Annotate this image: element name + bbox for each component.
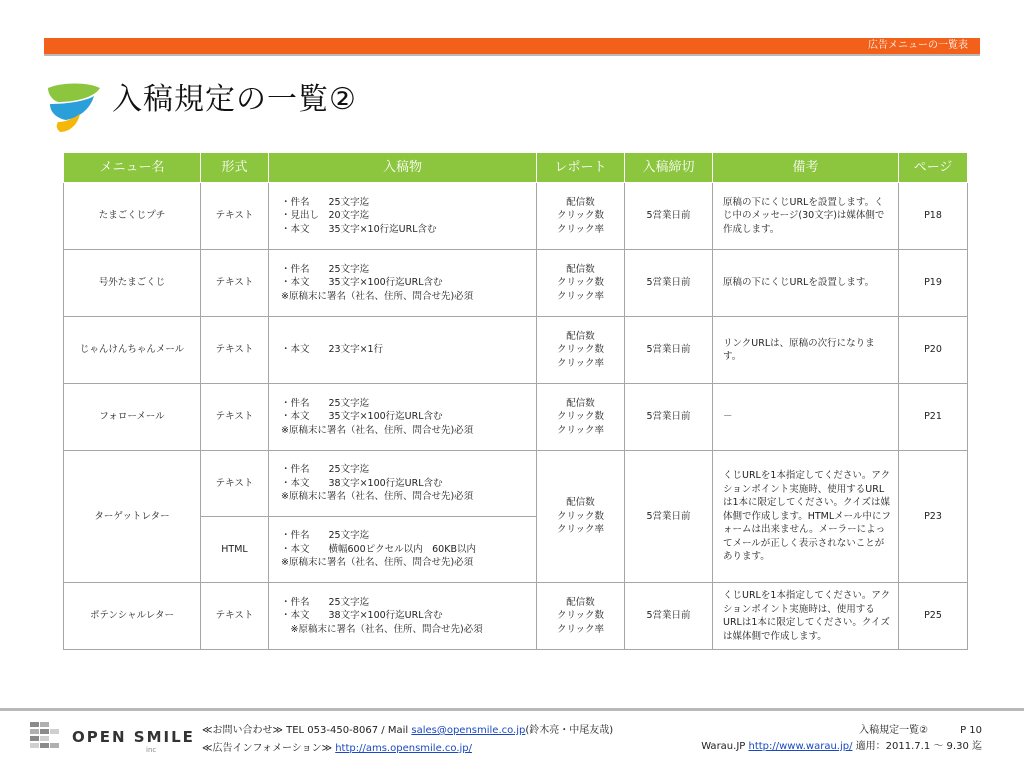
validity-period: 適用：2011.7.1 ～ 9.30 迄 (852, 741, 982, 752)
items-cell: ・件名 25文字迄 ・本文 横幅600ピクセル以内 60KB以内 ※原稿末に署名（社名、住所、問合せ先)必須 (269, 517, 537, 583)
menu-name-cell: 号外たまごくじ (64, 250, 201, 317)
deadline-cell: 5営業日前 (625, 183, 713, 250)
page-number: P 10 (960, 725, 982, 736)
ad-rules-table (63, 152, 968, 650)
column-header: レポート (537, 153, 625, 183)
open-smile-logo-icon (28, 720, 62, 754)
footer-divider (0, 708, 1024, 711)
report-cell: 配信数 クリック数 クリック率 (537, 183, 625, 250)
footer-contact (202, 724, 613, 738)
report-cell: 配信数 クリック数 クリック率 (537, 250, 625, 317)
header-bar-label: 広告メニューの一覧表 (868, 40, 968, 51)
site-label: Warau.JP (701, 741, 749, 752)
items-cell: ・件名 25文字迄 ・本文 35文字×100行迄URL含む ※原稿末に署名（社名、住所、問合せ先)必須 (269, 250, 537, 317)
notes-cell: リンクURLは、原稿の次行になります。 (713, 317, 899, 384)
page-title: 入稿規定の一覧② (112, 82, 357, 117)
footer-site-info (701, 740, 982, 754)
menu-name-cell: フォローメール (64, 384, 201, 451)
table-row (64, 451, 968, 517)
footer-doc-title: 入稿規定一覧② (859, 725, 929, 736)
format-cell: テキスト (201, 317, 269, 384)
column-header: 入稿物 (269, 153, 537, 183)
footer-doc-info (859, 724, 982, 738)
notes-cell: 原稿の下にくじURLを設置します。くじ中のメッセージ(30文字)は媒体側で作成します。 (713, 183, 899, 250)
brand-logo-icon (44, 80, 102, 134)
table-row (64, 583, 968, 650)
notes-cell: くじURLを1本指定してください。アクションポイント実施時、使用するURLは1本に限定してください。クイズは媒体側で作成します。HTMLメール中にフォームは出来ません。メーラーによってメールが正しく表示されないことがあります。 (713, 451, 899, 583)
footer-ad-info (202, 742, 472, 756)
contact-names: (鈴木亮・中尾友哉) (525, 725, 614, 736)
report-cell: 配信数 クリック数 クリック率 (537, 583, 625, 650)
items-cell: ・本文 23文字×1行 (269, 317, 537, 384)
column-header: ページ (899, 153, 968, 183)
deadline-cell: 5営業日前 (625, 384, 713, 451)
table-row (64, 250, 968, 317)
menu-name-cell: じゃんけんちゃんメール (64, 317, 201, 384)
notes-cell: 原稿の下にくじURLを設置します。 (713, 250, 899, 317)
menu-name-cell: ポテンシャルレター (64, 583, 201, 650)
page-cell: P18 (899, 183, 968, 250)
notes-cell: － (713, 384, 899, 451)
column-header: 入稿締切 (625, 153, 713, 183)
ad-info-link[interactable]: http://ams.opensmile.co.jp/ (335, 743, 473, 754)
deadline-cell: 5営業日前 (625, 317, 713, 384)
format-cell: HTML (201, 517, 269, 583)
format-cell: テキスト (201, 183, 269, 250)
footer-brand-sub: inc (146, 746, 157, 754)
items-cell: ・件名 25文字迄 ・本文 38文字×100行迄URL含む ※原稿末に署名（社名、住所、問合せ先)必須 (269, 451, 537, 517)
items-cell: ・件名 25文字迄 ・本文 38文字×100行迄URL含む ※原稿末に署名（社名、住所、問合せ先)必須 (269, 583, 537, 650)
format-cell: テキスト (201, 250, 269, 317)
contact-email-link[interactable]: sales@opensmile.co.jp (411, 725, 526, 736)
contact-label: ≪お問い合わせ≫ TEL 053-450-8067 / Mail (202, 725, 412, 736)
page-cell: P20 (899, 317, 968, 384)
report-cell: 配信数 クリック数 クリック率 (537, 451, 625, 583)
table-header-row (64, 153, 968, 183)
format-cell: テキスト (201, 451, 269, 517)
report-cell: 配信数 クリック数 クリック率 (537, 317, 625, 384)
items-cell: ・件名 25文字迄 ・本文 35文字×100行迄URL含む ※原稿末に署名（社名、住所、問合せ先)必須 (269, 384, 537, 451)
items-cell: ・件名 25文字迄 ・見出し 20文字迄 ・本文 35文字×10行迄URL含む (269, 183, 537, 250)
info-label: ≪広告インフォメーション≫ (202, 743, 336, 754)
deadline-cell: 5営業日前 (625, 583, 713, 650)
header-bar (44, 38, 980, 56)
column-header: 備考 (713, 153, 899, 183)
format-cell: テキスト (201, 583, 269, 650)
report-cell: 配信数 クリック数 クリック率 (537, 384, 625, 451)
site-link[interactable]: http://www.warau.jp/ (748, 741, 853, 752)
deadline-cell: 5営業日前 (625, 451, 713, 583)
table-row (64, 317, 968, 384)
deadline-cell: 5営業日前 (625, 250, 713, 317)
notes-cell: くじURLを1本指定してください。アクションポイント実施時は、使用するURLは1本に限定してください。クイズは媒体側で作成します。 (713, 583, 899, 650)
table-row (64, 384, 968, 451)
table-row (64, 183, 968, 250)
page-cell: P19 (899, 250, 968, 317)
menu-name-cell: ターゲットレター (64, 451, 201, 583)
menu-name-cell: たまごくじプチ (64, 183, 201, 250)
footer-brand-name: OPEN SMILE (72, 728, 195, 746)
page-cell: P25 (899, 583, 968, 650)
format-cell: テキスト (201, 384, 269, 451)
column-header: 形式 (201, 153, 269, 183)
page-cell: P23 (899, 451, 968, 583)
column-header: メニュー名 (64, 153, 201, 183)
page-cell: P21 (899, 384, 968, 451)
